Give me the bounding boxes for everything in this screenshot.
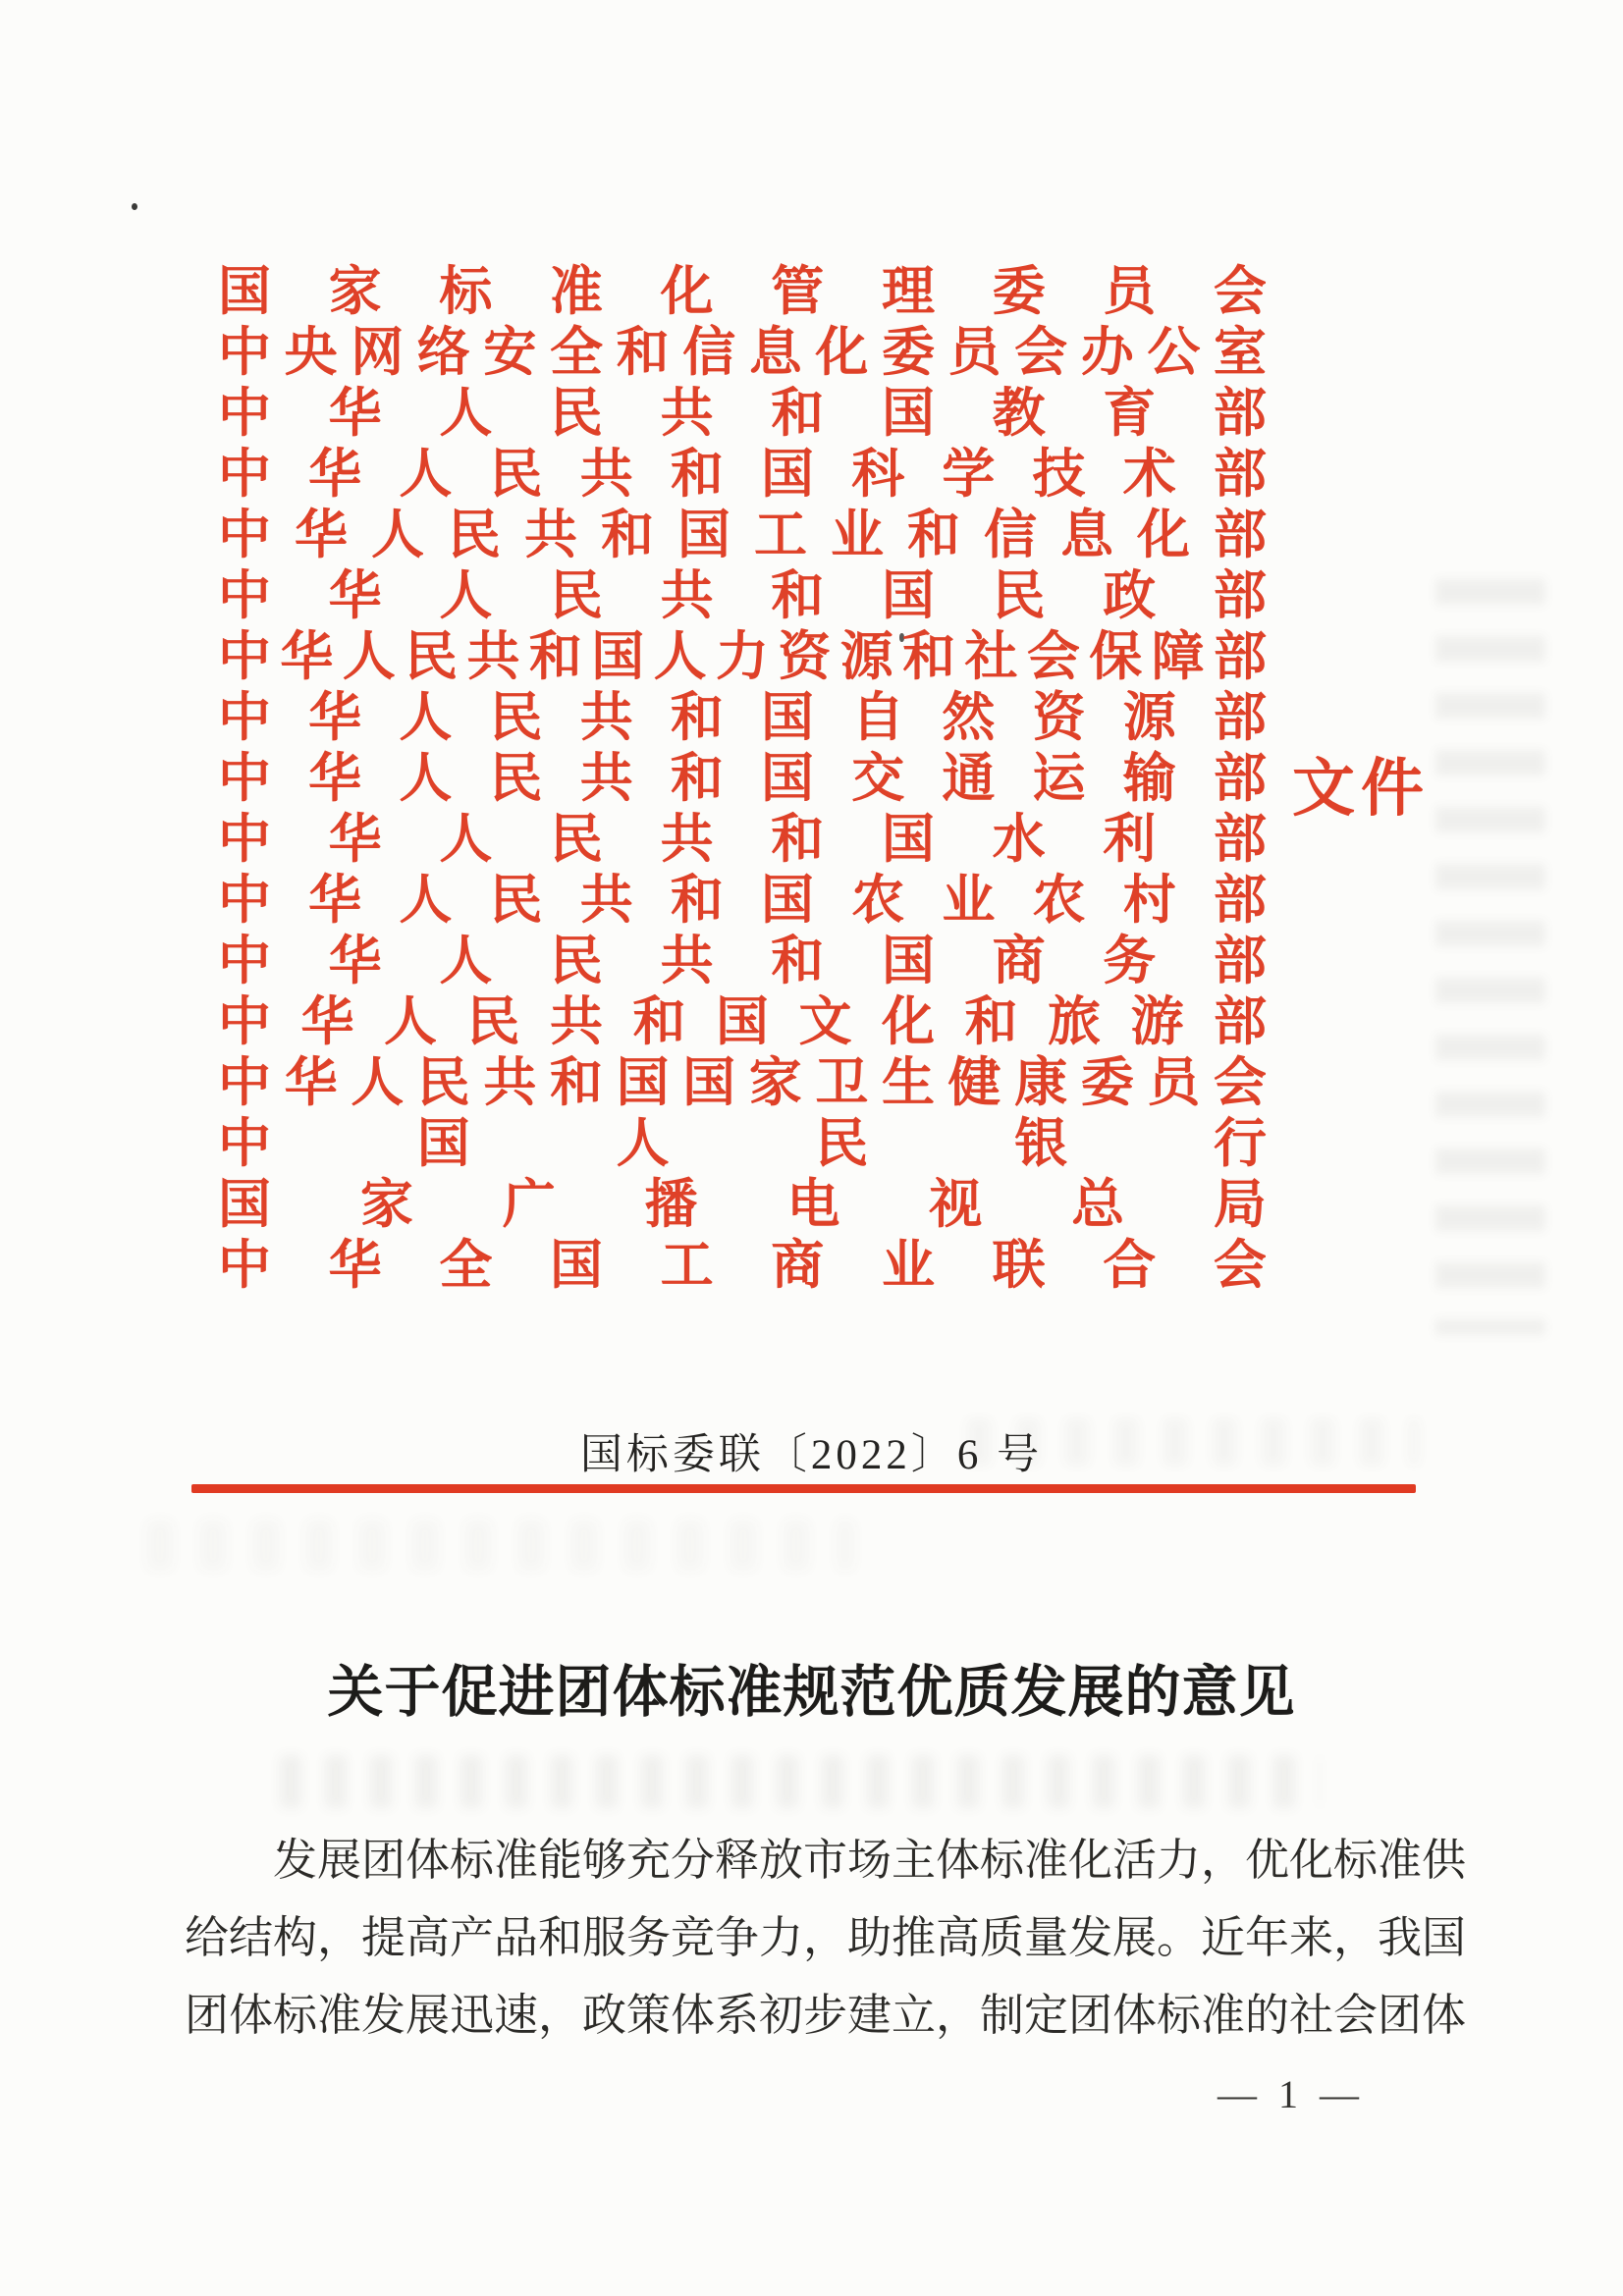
- agency-row: [218, 1235, 1267, 1296]
- agency-row: [218, 444, 1267, 505]
- page-number: — 1 —: [1217, 2072, 1365, 2116]
- agency-char: 生: [881, 1053, 935, 1112]
- agency-row: [218, 870, 1267, 931]
- agency-char: 华: [308, 445, 362, 504]
- agency-char: 民: [549, 566, 603, 625]
- agency-char: 障: [1151, 627, 1205, 686]
- agency-char: 中: [218, 688, 271, 747]
- agency-char: 国: [881, 566, 935, 625]
- agency-row: [218, 931, 1267, 991]
- agency-char: 和: [670, 749, 724, 808]
- agency-char: 标: [439, 262, 493, 321]
- scan-bleedthrough: [280, 1755, 1321, 1808]
- agency-char: 人: [439, 566, 493, 625]
- agency-char: 和: [964, 992, 1018, 1051]
- agency-char: 共: [579, 871, 633, 930]
- agency-row: [218, 383, 1267, 444]
- agency-char: 华: [328, 932, 382, 990]
- agency-char: 农: [851, 871, 905, 930]
- agency-char: 共: [660, 566, 714, 625]
- agency-char: 家: [748, 1053, 802, 1112]
- agency-char: 和: [670, 688, 724, 747]
- agency-char: 华: [328, 1236, 382, 1295]
- agency-char: 民: [815, 1114, 869, 1173]
- agency-char: 输: [1122, 749, 1176, 808]
- agency-char: 部: [1213, 932, 1267, 990]
- agency-char: 业: [881, 1236, 935, 1295]
- body-line: 给结构，提高产品和服务竞争力，助推高质量发展。近年来，我国: [185, 1913, 1467, 1962]
- agency-row: [218, 1174, 1267, 1235]
- agency-char: 共: [579, 445, 633, 504]
- agency-char: 资: [778, 627, 832, 686]
- agency-char: 民: [489, 445, 543, 504]
- agency-char: 员: [1147, 1053, 1201, 1112]
- agency-char: 家: [359, 1175, 413, 1234]
- agency-char: 部: [1213, 871, 1267, 930]
- agency-char: 务: [1103, 932, 1157, 990]
- agency-char: 和: [601, 506, 654, 564]
- agency-char: 共: [660, 384, 714, 443]
- agency-char: 通: [942, 749, 996, 808]
- agency-char: 国: [416, 1114, 470, 1173]
- agency-char: 和: [670, 871, 724, 930]
- agency-char: 国: [218, 262, 271, 321]
- agency-char: 华: [328, 810, 382, 869]
- agency-char: 国: [682, 1053, 736, 1112]
- agency-char: 和: [771, 566, 825, 625]
- agency-char: 信: [682, 323, 736, 382]
- scan-bleedthrough: [1435, 579, 1545, 1335]
- agency-char: 华: [300, 992, 354, 1051]
- agency-char: 运: [1032, 749, 1086, 808]
- agency-char: 家: [328, 262, 382, 321]
- agency-char: 电: [786, 1175, 840, 1234]
- agency-char: 办: [1080, 323, 1134, 382]
- agency-char: 和: [632, 992, 686, 1051]
- agency-char: 息: [748, 323, 802, 382]
- agency-char: 健: [947, 1053, 1001, 1112]
- agency-char: 和: [771, 932, 825, 990]
- agency-char: 会: [1213, 1236, 1267, 1295]
- agency-char: 委: [1080, 1053, 1134, 1112]
- agency-char: 视: [929, 1175, 983, 1234]
- agency-char: 华: [280, 627, 334, 686]
- agency-char: 农: [1032, 871, 1086, 930]
- agency-char: 民: [549, 384, 603, 443]
- agency-char: 会: [1213, 1053, 1267, 1112]
- agency-char: 部: [1214, 627, 1267, 686]
- agency-char: 国: [716, 992, 769, 1051]
- agency-char: 共: [466, 627, 520, 686]
- agency-char: 国: [677, 506, 730, 564]
- body-line: 团体标准发展迅速，政策体系初步建立，制定团体标准的社会团体: [185, 1991, 1467, 2040]
- agency-char: 国: [591, 627, 645, 686]
- agency-char: 政: [1103, 566, 1157, 625]
- agency-char: 中: [218, 1114, 271, 1173]
- agency-char: 联: [992, 1236, 1046, 1295]
- agency-char: 共: [550, 992, 603, 1051]
- agency-char: 和: [771, 384, 825, 443]
- agency-char: 民: [549, 932, 603, 990]
- agency-char: 人: [342, 627, 396, 686]
- agency-char: 民: [448, 506, 501, 564]
- agency-char: 中: [218, 627, 271, 686]
- agency-char: 共: [524, 506, 577, 564]
- agency-char: 民: [416, 1053, 470, 1112]
- document-type-label: 文件: [1292, 754, 1430, 824]
- agency-char: 资: [1032, 688, 1086, 747]
- agency-char: 源: [1122, 688, 1176, 747]
- agency-char: 科: [851, 445, 905, 504]
- body-line: 发展团体标准能够充分释放市场主体标准化活力，优化标准供: [273, 1836, 1467, 1885]
- agency-char: 工: [660, 1236, 714, 1295]
- agency-char: 力: [716, 627, 769, 686]
- agency-char: 人: [399, 871, 453, 930]
- agency-char: 共: [579, 749, 633, 808]
- agency-char: 部: [1213, 566, 1267, 625]
- agency-char: 部: [1213, 749, 1267, 808]
- agency-char: 水: [992, 810, 1046, 869]
- agency-char: 管: [771, 262, 825, 321]
- agency-char: 人: [439, 810, 493, 869]
- agency-char: 络: [416, 323, 470, 382]
- agency-char: 华: [308, 688, 362, 747]
- agency-char: 和: [902, 627, 956, 686]
- agency-char: 中: [218, 506, 271, 564]
- scan-bleedthrough: [147, 1520, 854, 1571]
- document-title: 关于促进团体标准规范优质发展的意见: [327, 1662, 1296, 1724]
- agency-char: 旅: [1048, 992, 1101, 1051]
- agency-row: [218, 505, 1267, 565]
- agency-row: [218, 991, 1267, 1052]
- agency-char: 人: [616, 1114, 670, 1173]
- agency-char: 准: [549, 262, 603, 321]
- agency-char: 合: [1103, 1236, 1157, 1295]
- agency-char: 委: [992, 262, 1046, 321]
- agency-char: 华: [308, 749, 362, 808]
- agency-char: 人: [653, 627, 707, 686]
- agency-char: 行: [1213, 1114, 1267, 1173]
- agency-row: [218, 1113, 1267, 1174]
- agency-char: 国: [881, 932, 935, 990]
- agency-char: 和: [907, 506, 960, 564]
- agency-char: 业: [831, 506, 884, 564]
- agency-char: 共: [660, 932, 714, 990]
- agency-char: 学: [942, 445, 996, 504]
- agency-char: 人: [371, 506, 424, 564]
- agency-char: 公: [1147, 323, 1201, 382]
- agency-char: 人: [399, 749, 453, 808]
- agency-char: 化: [1137, 506, 1190, 564]
- agency-char: 华: [328, 384, 382, 443]
- agency-char: 康: [1014, 1053, 1068, 1112]
- agency-char: 技: [1032, 445, 1086, 504]
- agency-char: 部: [1213, 384, 1267, 443]
- agency-char: 游: [1130, 992, 1184, 1051]
- agency-char: 部: [1213, 810, 1267, 869]
- agency-char: 国: [761, 749, 815, 808]
- agency-char: 理: [881, 262, 935, 321]
- agency-char: 中: [218, 992, 271, 1051]
- agency-row: [218, 261, 1267, 322]
- agency-row: [218, 1052, 1267, 1113]
- agency-char: 交: [851, 749, 905, 808]
- agency-char: 安: [483, 323, 537, 382]
- agency-char: 华: [328, 566, 382, 625]
- agency-char: 华: [308, 871, 362, 930]
- agency-char: 国: [549, 1236, 603, 1295]
- agency-char: 中: [218, 1236, 271, 1295]
- agency-char: 国: [616, 1053, 670, 1112]
- agency-char: 和: [771, 810, 825, 869]
- agency-char: 华: [295, 506, 348, 564]
- agency-char: 自: [851, 688, 905, 747]
- agency-letterhead-list: [218, 261, 1267, 1296]
- agency-char: 华: [284, 1053, 338, 1112]
- agency-char: 社: [964, 627, 1018, 686]
- agency-char: 中: [218, 384, 271, 443]
- agency-char: 民: [549, 810, 603, 869]
- body-paragraph: [185, 1822, 1467, 2055]
- agency-row: [218, 687, 1267, 748]
- agency-row: [218, 809, 1267, 870]
- agency-char: 中: [218, 323, 271, 382]
- agency-char: 人: [439, 384, 493, 443]
- agency-char: 民: [992, 566, 1046, 625]
- agency-char: 人: [439, 932, 493, 990]
- agency-char: 会: [1014, 323, 1068, 382]
- agency-char: 部: [1214, 506, 1267, 564]
- agency-char: 会: [1026, 627, 1080, 686]
- agency-char: 商: [771, 1236, 825, 1295]
- agency-char: 文: [798, 992, 852, 1051]
- agency-char: 中: [218, 871, 271, 930]
- agency-char: 民: [405, 627, 459, 686]
- agency-char: 广: [502, 1175, 556, 1234]
- agency-row: [218, 322, 1267, 383]
- agency-char: 人: [351, 1053, 405, 1112]
- agency-char: 中: [218, 749, 271, 808]
- agency-char: 民: [489, 749, 543, 808]
- agency-char: 化: [660, 262, 714, 321]
- agency-char: 中: [218, 932, 271, 990]
- agency-char: 术: [1122, 445, 1176, 504]
- agency-char: 央: [284, 323, 338, 382]
- agency-char: 总: [1071, 1175, 1125, 1234]
- agency-char: 部: [1213, 688, 1267, 747]
- agency-char: 室: [1213, 323, 1267, 382]
- agency-char: 委: [881, 323, 935, 382]
- agency-char: 部: [1213, 445, 1267, 504]
- agency-char: 民: [489, 871, 543, 930]
- agency-char: 化: [815, 323, 869, 382]
- agency-char: 银: [1014, 1114, 1068, 1173]
- agency-char: 工: [754, 506, 807, 564]
- agency-char: 中: [218, 1053, 271, 1112]
- agency-char: 国: [761, 445, 815, 504]
- agency-char: 息: [1060, 506, 1113, 564]
- agency-char: 民: [466, 992, 520, 1051]
- agency-char: 中: [218, 445, 271, 504]
- agency-char: 信: [984, 506, 1037, 564]
- agency-char: 业: [942, 871, 996, 930]
- agency-char: 和: [528, 627, 582, 686]
- agency-char: 员: [947, 323, 1001, 382]
- agency-row: [218, 565, 1267, 626]
- agency-char: 中: [218, 566, 271, 625]
- agency-char: 商: [992, 932, 1046, 990]
- agency-char: 卫: [815, 1053, 869, 1112]
- agency-char: 播: [644, 1175, 698, 1234]
- agency-char: 人: [399, 688, 453, 747]
- agency-char: 共: [660, 810, 714, 869]
- agency-char: 部: [1214, 992, 1267, 1051]
- agency-char: 全: [439, 1236, 493, 1295]
- red-divider-line: [191, 1484, 1416, 1493]
- agency-char: 和: [549, 1053, 603, 1112]
- agency-char: 人: [399, 445, 453, 504]
- agency-char: 人: [384, 992, 437, 1051]
- doc-reference-number: 国标委联〔2022〕6 号: [579, 1432, 1044, 1478]
- agency-row: [218, 626, 1267, 687]
- agency-char: 中: [218, 810, 271, 869]
- scan-speck: [132, 203, 137, 210]
- agency-char: 化: [882, 992, 935, 1051]
- agency-char: 网: [351, 323, 405, 382]
- agency-char: 全: [549, 323, 603, 382]
- agency-char: 保: [1089, 627, 1143, 686]
- agency-char: 和: [616, 323, 670, 382]
- agency-char: 然: [942, 688, 996, 747]
- agency-char: 国: [881, 810, 935, 869]
- agency-char: 和: [670, 445, 724, 504]
- agency-char: 共: [579, 688, 633, 747]
- agency-char: 教: [992, 384, 1046, 443]
- agency-char: 共: [483, 1053, 537, 1112]
- agency-row: [218, 748, 1267, 809]
- agency-char: 利: [1103, 810, 1157, 869]
- agency-char: 国: [218, 1175, 271, 1234]
- agency-char: 源: [839, 627, 893, 686]
- agency-char: 国: [881, 384, 935, 443]
- agency-char: 国: [761, 688, 815, 747]
- agency-char: 民: [489, 688, 543, 747]
- agency-char: 国: [761, 871, 815, 930]
- agency-char: 村: [1122, 871, 1176, 930]
- agency-char: 局: [1213, 1175, 1267, 1234]
- agency-char: 育: [1103, 384, 1157, 443]
- agency-char: 员: [1103, 262, 1157, 321]
- agency-char: 会: [1213, 262, 1267, 321]
